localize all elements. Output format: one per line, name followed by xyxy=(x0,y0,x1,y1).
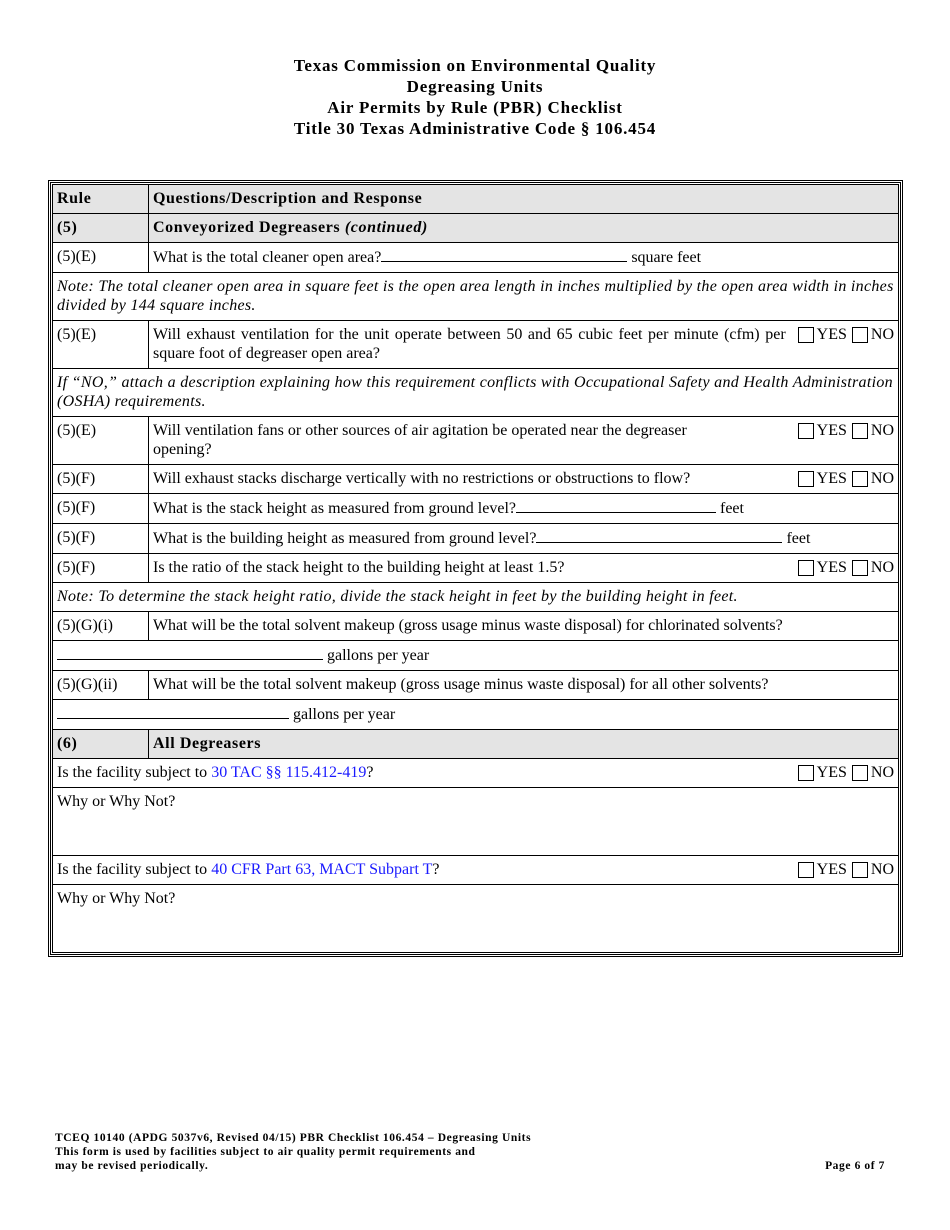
no-checkbox[interactable] xyxy=(852,327,868,343)
table-row xyxy=(53,671,899,700)
continued-label: (continued) xyxy=(344,219,428,236)
explanation-row xyxy=(53,788,899,856)
chlorinated-solvent-input[interactable] xyxy=(57,645,323,660)
yes-no-group: YES NO xyxy=(796,325,894,344)
note-row xyxy=(53,369,899,417)
form-number: TCEQ 10140 (APDG 5037v6, Revised 04/15) PBR Checklist 106.454 – Degreasing Units xyxy=(55,1132,532,1144)
rule-cell: (5)(F) xyxy=(53,524,149,554)
questions-column-header: Questions/Description and Response xyxy=(149,185,899,214)
answer-row xyxy=(53,641,899,671)
yes-checkbox[interactable] xyxy=(798,862,814,878)
section-5-header xyxy=(53,214,899,243)
note-cell: Note: The total cleaner open area in square feet is the open area length in inches multiplied by the open area width in inches divided by 144 square inches. xyxy=(53,273,899,321)
question-cell: Is the facility subject to 40 CFR Part 63, MACT Subpart T? YES NO xyxy=(53,856,899,885)
yes-no-group: YES NO xyxy=(796,421,894,440)
agency-title: Texas Commission on Environmental Quality xyxy=(293,56,657,75)
section-rule: (5) xyxy=(53,214,149,243)
explanation-field[interactable]: Why or Why Not? xyxy=(53,788,899,856)
document-footer xyxy=(55,1131,885,1173)
table-row xyxy=(53,465,899,494)
yes-no-group: YES NO xyxy=(796,469,894,488)
table-row xyxy=(53,321,899,369)
question-cell: What is the total cleaner open area? square feet xyxy=(149,243,899,273)
table-row xyxy=(53,417,899,465)
question-cell: What will be the total solvent makeup (gross usage minus waste disposal) for chlorinated solvents? xyxy=(149,612,899,641)
section-6-header xyxy=(53,730,899,759)
rule-column-header: Rule xyxy=(53,185,149,214)
yes-checkbox[interactable] xyxy=(798,560,814,576)
rule-cell: (5)(F) xyxy=(53,554,149,583)
table-header-row xyxy=(53,185,899,214)
answer-cell: gallons per year xyxy=(53,700,899,730)
no-checkbox[interactable] xyxy=(852,423,868,439)
table-row xyxy=(53,856,899,885)
question-cell: What is the building height as measured from ground level? feet xyxy=(149,524,899,554)
question-cell: Is the facility subject to 30 TAC §§ 115.412-419? YES NO xyxy=(53,759,899,788)
other-solvent-input[interactable] xyxy=(57,704,289,719)
section-title: All Degreasers xyxy=(149,730,899,759)
page-number: Page 6 of 7 xyxy=(825,1160,885,1172)
section-rule: (6) xyxy=(53,730,149,759)
yes-no-group: YES NO xyxy=(796,763,894,782)
rule-cell: (5)(E) xyxy=(53,243,149,273)
question-cell: What will be the total solvent makeup (gross usage minus waste disposal) for all other solvents? xyxy=(149,671,899,700)
rule-cell: (5)(G)(i) xyxy=(53,612,149,641)
rule-cell: (5)(E) xyxy=(53,417,149,465)
section-title: Conveyorized Degreasers (continued) xyxy=(149,214,899,243)
table-row xyxy=(53,554,899,583)
yes-checkbox[interactable] xyxy=(798,327,814,343)
yes-checkbox[interactable] xyxy=(798,423,814,439)
question-cell: Is the ratio of the stack height to the building height at least 1.5? YES NO xyxy=(149,554,899,583)
yes-checkbox[interactable] xyxy=(798,471,814,487)
note-row xyxy=(53,273,899,321)
note-cell: Note: To determine the stack height ratio, divide the stack height in feet by the building height in feet. xyxy=(53,583,899,612)
rule-cell: (5)(F) xyxy=(53,494,149,524)
question-cell: Will ventilation fans or other sources of air agitation be operated near the degreaser opening? YES NO xyxy=(149,417,899,465)
question-cell: Will exhaust ventilation for the unit operate between 50 and 65 cubic feet per minute (cfm) per square foot of degreaser open area? YES NO xyxy=(149,321,899,369)
yes-no-group: YES NO xyxy=(796,860,894,879)
no-checkbox[interactable] xyxy=(852,471,868,487)
question-cell: What is the stack height as measured from ground level? feet xyxy=(149,494,899,524)
footer-notice-cont: may be revised periodically. xyxy=(55,1160,209,1172)
building-height-input[interactable] xyxy=(536,528,782,543)
no-checkbox[interactable] xyxy=(852,765,868,781)
table-row xyxy=(53,494,899,524)
table-row xyxy=(53,759,899,788)
question-cell: Will exhaust stacks discharge vertically with no restrictions or obstructions to flow? YES NO xyxy=(149,465,899,494)
no-checkbox[interactable] xyxy=(852,560,868,576)
tac-115-link[interactable]: 30 TAC §§ 115.412-419 xyxy=(211,764,367,781)
cfr-part-63-link[interactable]: 40 CFR Part 63, MACT Subpart T xyxy=(211,861,433,878)
table-row xyxy=(53,612,899,641)
code-citation: Title 30 Texas Administrative Code § 106.454 xyxy=(293,119,657,138)
checklist-table-frame xyxy=(48,180,903,957)
yes-checkbox[interactable] xyxy=(798,765,814,781)
form-title: Air Permits by Rule (PBR) Checklist xyxy=(327,98,623,117)
open-area-input[interactable] xyxy=(381,247,627,262)
rule-cell: (5)(G)(ii) xyxy=(53,671,149,700)
answer-cell: gallons per year xyxy=(53,641,899,671)
stack-height-input[interactable] xyxy=(516,498,716,513)
rule-cell: (5)(E) xyxy=(53,321,149,369)
document-header xyxy=(0,55,950,139)
rule-cell: (5)(F) xyxy=(53,465,149,494)
footer-notice: This form is used by facilities subject to air quality permit requirements and xyxy=(55,1146,476,1158)
explanation-field[interactable]: Why or Why Not? xyxy=(53,885,899,953)
note-row xyxy=(53,583,899,612)
form-subject: Degreasing Units xyxy=(406,77,544,96)
table-row xyxy=(53,524,899,554)
checklist-table xyxy=(52,184,899,953)
table-row xyxy=(53,243,899,273)
note-cell: If “NO,” attach a description explaining how this requirement conflicts with Occupational Safety and Health Administration (OSHA) requirements. xyxy=(53,369,899,417)
explanation-row xyxy=(53,885,899,953)
answer-row xyxy=(53,700,899,730)
no-checkbox[interactable] xyxy=(852,862,868,878)
yes-no-group: YES NO xyxy=(796,558,894,577)
